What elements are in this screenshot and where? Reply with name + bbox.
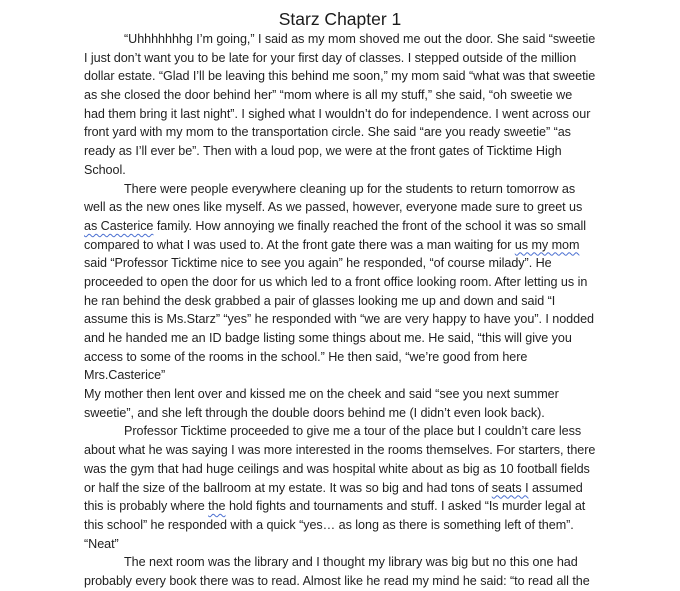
text-run: said “Professor Ticktime nice to see you again” he responded, “of course milady”. He xyxy=(84,256,552,271)
text-run: proceeded to open the door for us which led to a front office looking room. After letting us in xyxy=(84,274,588,289)
text-run: family. How annoying we finally reached the front of the school it was so small xyxy=(153,218,586,233)
document-title: Starz Chapter 1 xyxy=(278,9,402,29)
text-line xyxy=(84,310,604,329)
text-line xyxy=(84,497,604,516)
text-run: assume this is Ms.Starz” “yes” he responded with “we are very happy to have you”. I nodded xyxy=(84,312,594,327)
grammar-suggestion: seats I xyxy=(491,480,529,495)
text-line xyxy=(84,254,604,273)
text-run: he ran behind the desk grabbed a pair of glasses looking me up and down and said “I xyxy=(84,293,556,308)
text-run: about what he was saying I was more interested in the rooms themselves. For starters, there xyxy=(84,443,596,458)
text-line xyxy=(84,217,604,236)
text-run: “Uhhhhhhhg I’m going,” I said as my mom shoved me out the door. She said “sweetie xyxy=(124,32,596,46)
text-run: well as the new ones like myself. As we passed, however, everyone made sure to greet us xyxy=(84,200,583,215)
text-line xyxy=(84,273,604,292)
text-line xyxy=(84,142,604,161)
text-line xyxy=(84,329,604,348)
text-run: and he handed me an ID badge listing some things about me. He said, “this will give you xyxy=(84,331,572,345)
text-line xyxy=(84,366,604,385)
text-run: assumed xyxy=(528,480,583,495)
text-line xyxy=(84,292,604,311)
document-body[interactable] xyxy=(84,30,604,591)
text-run: dollar estate. “Glad I’ll be leaving this behind me soon,” my mom said “what was that sweetie xyxy=(84,69,596,84)
text-line xyxy=(84,236,604,255)
text-run: “Neat” xyxy=(84,536,119,551)
grammar-suggestion: as Casterice xyxy=(84,218,154,233)
text-line xyxy=(84,516,604,535)
text-line xyxy=(84,30,604,49)
text-line xyxy=(84,123,604,142)
text-run: I just don’t want you to be late for your first day of classes. I stepped outside of the million xyxy=(84,50,577,65)
text-run: The next room was the library and I thought my library was big but no this one had xyxy=(124,555,578,570)
text-line xyxy=(84,479,604,498)
text-run: access to some of the rooms in the school.” He then said, “we’re good from here xyxy=(84,349,528,364)
text-line xyxy=(84,49,604,68)
text-line xyxy=(84,404,604,423)
text-line xyxy=(84,441,604,460)
text-line xyxy=(84,553,604,572)
text-run: hold fights and tournaments and stuff. I asked “Is murder legal at xyxy=(225,499,586,514)
text-line xyxy=(84,348,604,367)
text-line xyxy=(84,572,604,591)
text-line xyxy=(84,67,604,86)
text-run: probably every book there was to read. Almost like he read my mind he said: “to read all the xyxy=(84,573,590,588)
text-run: or half the size of the ballroom at my estate. It was so big and had tons of xyxy=(84,480,492,495)
grammar-suggestion: the xyxy=(208,499,226,514)
text-line xyxy=(84,385,604,404)
text-line xyxy=(84,180,604,199)
text-run: had them bring it last night”. I sighed what I wouldn’t do for independence. I went across our xyxy=(84,106,591,121)
text-run: Mrs.Casterice” xyxy=(84,368,166,383)
text-run: compared to what I was used to. At the front gate there was a man waiting for xyxy=(84,237,515,252)
text-run: ready as I’ll ever be”. Then with a loud pop, we were at the front gates of Ticktime High xyxy=(84,144,562,159)
text-line xyxy=(84,422,604,441)
text-run: as she closed the door behind her” “mom where is all my stuff,” she said, “oh sweetie we xyxy=(84,88,573,103)
text-run: My mother then lent over and kissed me on the cheek and said “see you next summer xyxy=(84,387,559,402)
text-run: Professor Ticktime proceeded to give me a tour of the place but I couldn’t care less xyxy=(124,424,582,439)
text-run: this is probably where xyxy=(84,499,209,514)
text-run: was the gym that had huge ceilings and was hospital white about as big as 10 football fields xyxy=(84,461,590,476)
text-run: There were people everywhere cleaning up for the students to return tomorrow as xyxy=(124,181,576,196)
text-line xyxy=(84,86,604,105)
text-run: sweetie”, and she left through the double doors behind me (I didn’t even look back). xyxy=(84,405,545,420)
text-run: front yard with my mom to the transportation circle. She said “are you ready sweetie” “as xyxy=(84,125,571,140)
text-run: this school” he responded with a quick “yes… as long as there is something left of them”. xyxy=(84,517,574,532)
text-run: School. xyxy=(84,162,126,177)
text-line xyxy=(84,198,604,217)
text-line xyxy=(84,535,604,554)
text-line xyxy=(84,161,604,180)
text-line xyxy=(84,105,604,124)
grammar-suggestion: us my mom xyxy=(514,237,580,252)
text-line xyxy=(84,460,604,479)
